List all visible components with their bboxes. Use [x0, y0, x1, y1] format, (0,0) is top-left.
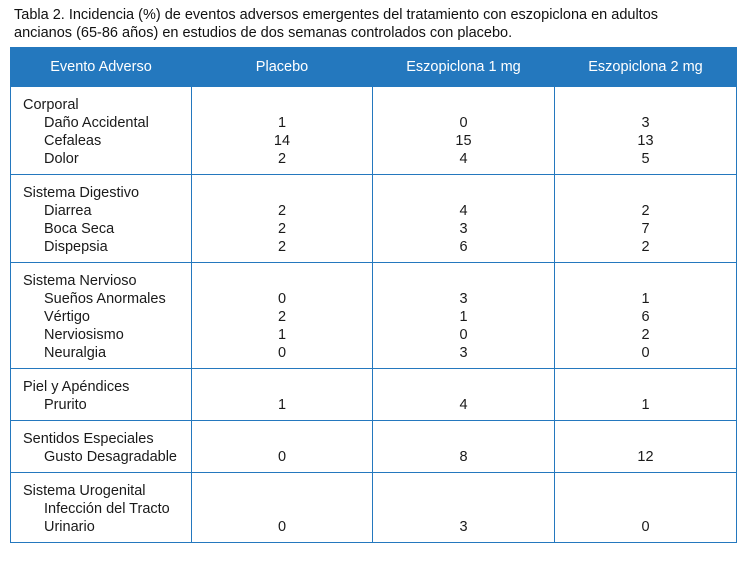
value-esz1: 8 — [459, 449, 468, 465]
value-placebo: 2 — [277, 309, 287, 325]
value-esz1: 3 — [459, 519, 468, 535]
placebo-cell — [192, 369, 373, 421]
category-label: Sentidos Especiales — [23, 431, 154, 447]
group-row-sentidos-especiales — [11, 421, 737, 473]
table-caption — [14, 6, 734, 42]
value-placebo: 2 — [277, 151, 287, 167]
value-placebo: 0 — [277, 345, 287, 361]
category-label: Piel y Apéndices — [23, 379, 130, 395]
group-cell — [11, 473, 192, 543]
caption-line-1: Tabla 2. Incidencia (%) de eventos adversos emergentes del tratamiento con eszopiclona en adultos — [14, 7, 659, 23]
value-esz2: 0 — [641, 345, 650, 361]
esz1-cell — [373, 175, 555, 263]
header-eszopiclona-1mg: Eszopiclona 1 mg — [373, 48, 555, 87]
esz2-cell — [555, 263, 737, 369]
esz1-cell — [373, 421, 555, 473]
group-cell — [11, 421, 192, 473]
value-esz1: 0 — [459, 327, 468, 343]
esz1-cell — [373, 369, 555, 421]
value-placebo: 0 — [277, 519, 287, 535]
value-esz1: 1 — [459, 309, 468, 325]
placebo-cell — [192, 263, 373, 369]
value-placebo: 2 — [277, 221, 287, 237]
event-label: Nerviosismo — [44, 327, 124, 343]
event-label: Urinario — [44, 519, 95, 535]
value-esz2: 2 — [641, 327, 650, 343]
category-label: Sistema Digestivo — [23, 185, 140, 201]
esz1-cell — [373, 87, 555, 175]
value-esz1: 15 — [455, 133, 472, 149]
event-label: Infección del Tracto — [44, 501, 170, 517]
event-label: Prurito — [44, 397, 87, 413]
value-esz1: 4 — [459, 203, 468, 219]
value-placebo: 14 — [273, 133, 291, 149]
value-placebo: 2 — [277, 203, 287, 219]
value-esz1: 3 — [459, 345, 468, 361]
placebo-cell — [192, 87, 373, 175]
placebo-cell — [192, 175, 373, 263]
event-label: Sueños Anormales — [44, 291, 166, 307]
event-label: Vértigo — [44, 309, 90, 325]
header-placebo: Placebo — [192, 48, 373, 87]
value-placebo: 1 — [277, 397, 287, 413]
value-placebo: 0 — [277, 291, 287, 307]
group-cell — [11, 175, 192, 263]
value-esz2: 1 — [641, 397, 650, 413]
value-esz2: 2 — [641, 239, 650, 255]
event-label: Cefaleas — [44, 133, 102, 149]
group-cell — [11, 263, 192, 369]
group-cell — [11, 369, 192, 421]
value-esz2: 1 — [641, 291, 650, 307]
placebo-cell — [192, 473, 373, 543]
value-esz2: 2 — [641, 203, 650, 219]
placebo-cell — [192, 421, 373, 473]
value-esz2: 13 — [637, 133, 654, 149]
esz1-cell — [373, 473, 555, 543]
event-label: Diarrea — [44, 203, 92, 219]
group-row-sistema-urogenital — [11, 473, 737, 543]
value-esz1: 3 — [459, 291, 468, 307]
adverse-events-table — [10, 47, 737, 543]
esz2-cell — [555, 473, 737, 543]
value-placebo: 1 — [277, 115, 287, 131]
group-row-piel-y-apendices — [11, 369, 737, 421]
value-esz2: 12 — [637, 449, 654, 465]
header-row — [11, 48, 737, 87]
value-esz1: 4 — [459, 151, 468, 167]
category-label: Corporal — [23, 97, 79, 113]
value-esz2: 6 — [641, 309, 650, 325]
value-esz2: 0 — [641, 519, 650, 535]
category-label: Sistema Urogenital — [23, 483, 146, 499]
caption-line-2: ancianos (65-86 años) en estudios de dos semanas controlados con placebo. — [14, 25, 513, 41]
esz2-cell — [555, 421, 737, 473]
value-placebo: 2 — [277, 239, 287, 255]
event-label: Boca Seca — [44, 221, 115, 237]
event-label: Gusto Desagradable — [44, 449, 177, 465]
group-cell — [11, 87, 192, 175]
esz2-cell — [555, 87, 737, 175]
esz1-cell — [373, 263, 555, 369]
category-label: Sistema Nervioso — [23, 273, 137, 289]
event-label: Daño Accidental — [44, 115, 149, 131]
value-esz2: 5 — [641, 151, 650, 167]
esz2-cell — [555, 175, 737, 263]
value-esz1: 3 — [459, 221, 468, 237]
value-esz1: 6 — [459, 239, 468, 255]
event-label: Neuralgia — [44, 345, 107, 361]
value-placebo: 1 — [277, 327, 287, 343]
header-eszopiclona-2mg: Eszopiclona 2 mg — [555, 48, 737, 87]
value-esz1: 0 — [459, 115, 468, 131]
esz2-cell — [555, 369, 737, 421]
value-esz1: 4 — [459, 397, 468, 413]
event-label: Dolor — [44, 151, 79, 167]
value-placebo: 0 — [277, 449, 287, 465]
group-row-corporal — [11, 87, 737, 175]
group-row-sistema-digestivo — [11, 175, 737, 263]
group-row-sistema-nervioso — [11, 263, 737, 369]
event-label: Dispepsia — [44, 239, 108, 255]
value-esz2: 7 — [641, 221, 650, 237]
header-evento-adverso: Evento Adverso — [11, 48, 192, 87]
value-esz2: 3 — [641, 115, 650, 131]
